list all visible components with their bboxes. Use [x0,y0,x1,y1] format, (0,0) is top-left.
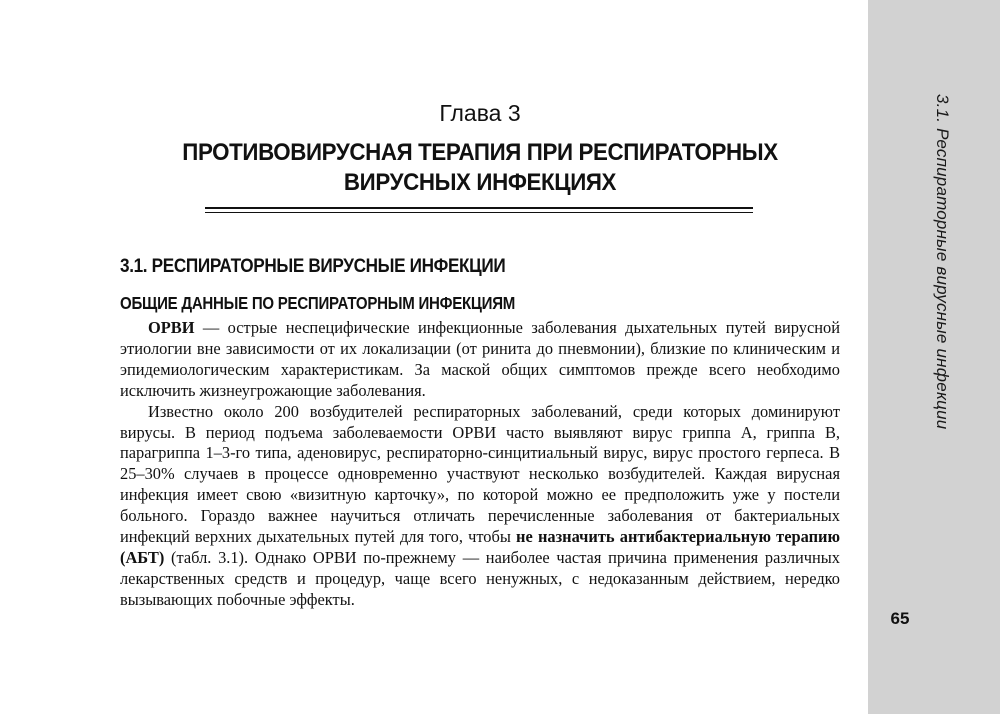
chapter-title-line-1: ПРОТИВОВИРУСНАЯ ТЕРАПИЯ ПРИ РЕСПИРАТОРНЫХ [182,139,778,166]
title-rule-thin [205,212,753,213]
section-heading: 3.1. РЕСПИРАТОРНЫЕ ВИРУСНЫЕ ИНФЕКЦИИ [120,255,506,277]
paragraph-2 [120,402,840,611]
title-rule-thick [205,207,753,209]
paragraph-2-bold: не назначить антибактериальную терапию (АБТ) [120,527,840,567]
running-head: 3.1. Респираторные вирусные инфекции [933,94,952,430]
page-number: 65 [890,609,910,628]
body-text [120,318,840,611]
paragraph-1-text: — острые неспецифические инфекционные заболевания дыхательных путей вирусной этиологии вне зависимости от их локализации (от ринита до пневмонии), близкие по клиническим и эпидемиологическим характеристикам. За маской общих симптомов прежде всего необходимо исключить жизнеугрожающие заболевания. [120,318,840,400]
paragraph-1-term: ОРВИ [148,318,195,337]
subsection-heading: ОБЩИЕ ДАННЫЕ ПО РЕСПИРАТОРНЫМ ИНФЕКЦИЯМ [120,293,516,313]
paragraph-1 [120,318,840,402]
paragraph-2-text-before: Известно около 200 возбудителей респираторных заболеваний, среди которых доминируют вирусы. В период подъема заболеваемости ОРВИ часто выявляют вирус гриппа А, гриппа В, парагриппа 1–3-го типа, аденовирус, респираторно-синцитиальный вирус, вирус простого герпеса. В 25–30% случаев в процессе одновременно участвуют несколько возбудителей. Каждая вирусная инфекция имеет свою «визитную карточку», по которой можно ее предположить уже у постели больного. Гораздо важнее научиться отличать перечисленные заболевания от бактериальных инфекций верхних дыхательных путей для того, чтобы [120,401,840,547]
chapter-title [155,138,806,198]
paragraph-2-text-after: (табл. 3.1). Однако ОРВИ по-прежнему — наиболее частая причина применения различных лекарственных средств и процедур, чаще всего ненужных, с недоказанным действием, нередко вызывающих побочные эффекты. [120,547,840,609]
chapter-title-line-2: ВИРУСНЫХ ИНФЕКЦИЯХ [343,169,617,196]
chapter-label: Глава 3 [439,100,521,126]
